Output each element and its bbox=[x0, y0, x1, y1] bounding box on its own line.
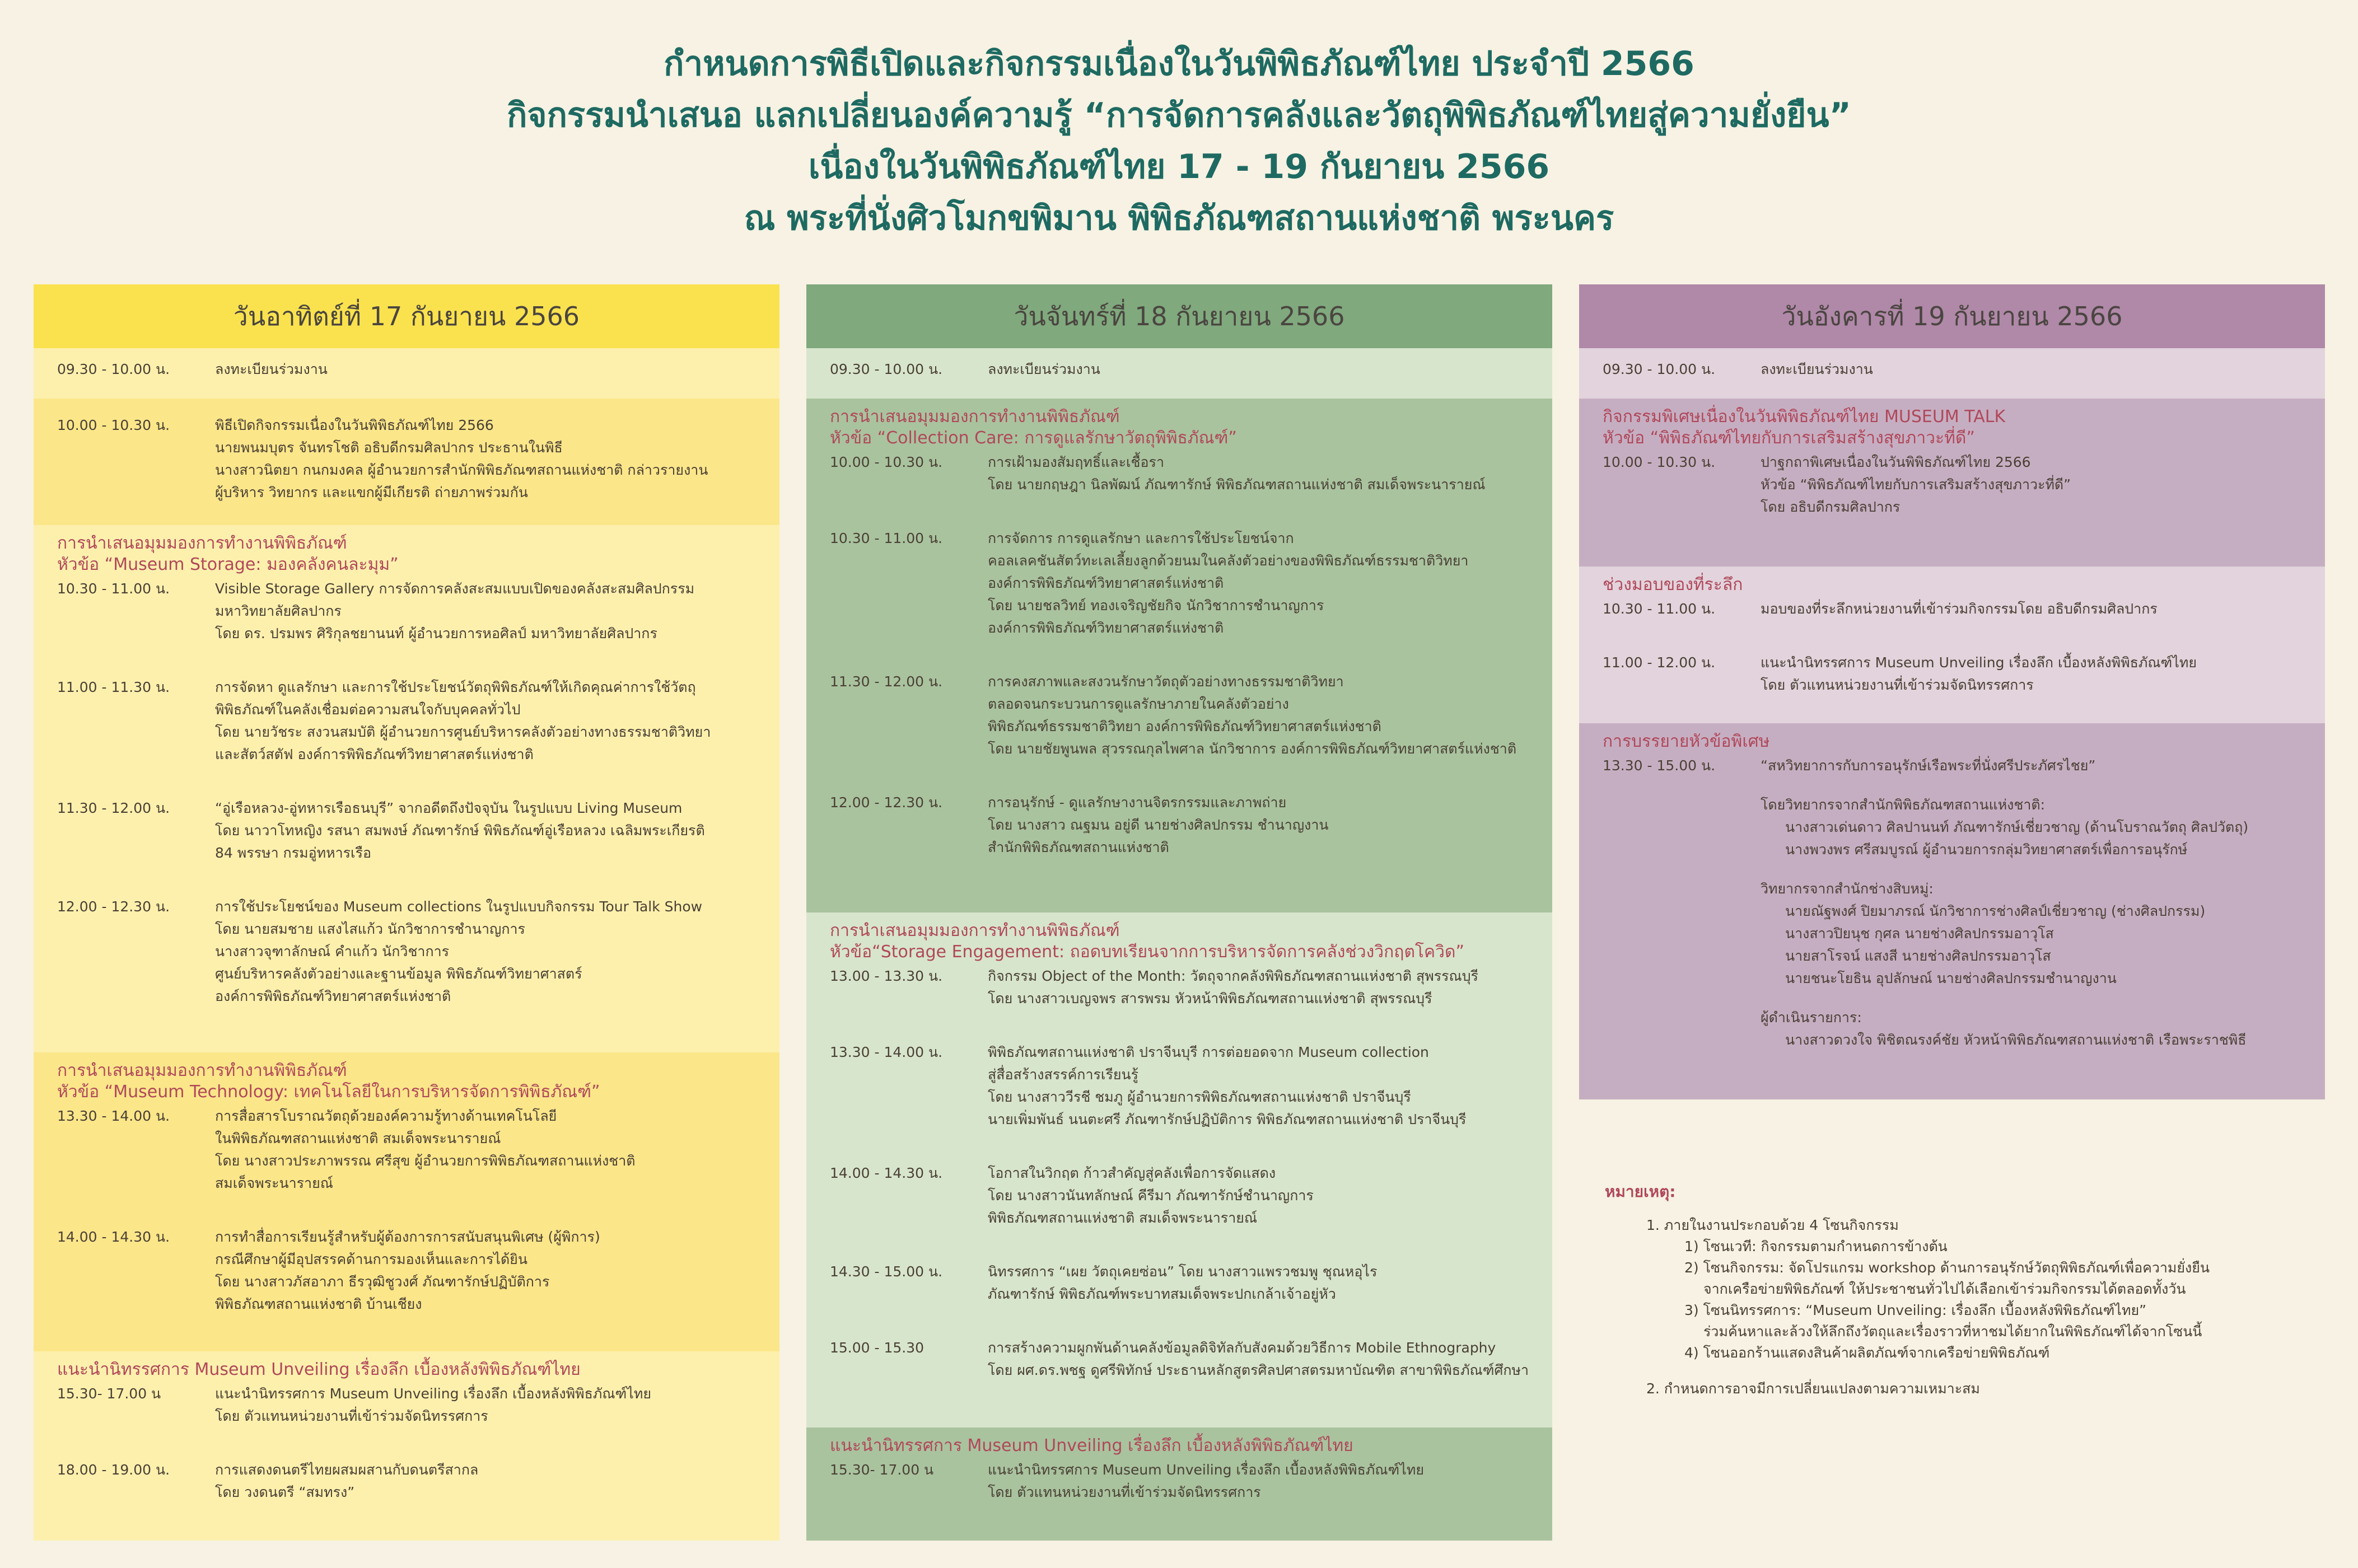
day3-souvenir bbox=[1579, 567, 2325, 723]
time-label: 13.00 - 13.30 น. bbox=[830, 968, 943, 984]
time-label: 10.30 - 11.00 น. bbox=[1603, 601, 1716, 617]
time-label: 11.00 - 12.00 น. bbox=[1603, 654, 1716, 671]
item-desc: การสร้างความผูกพันด้านคลังข้อมูลดิจิทัลกับสังคมด้วยวิธีการ Mobile Ethnography โดย ผศ.ดร.พชฐ ดูศรีพิทักษ์ ประธานหลักสูตรศิลปศาสตรมหาบัณฑิต สาขาพิพิธภัณฑ์ศึกษา bbox=[988, 1340, 1529, 1378]
notes-title: หมายเหตุ: bbox=[1605, 1182, 1676, 1201]
time-label: 09.30 - 10.00 น. bbox=[1603, 361, 1716, 377]
item-desc: ปาฐกถาพิเศษเนื่องในวันพิพิธภัณฑ์ไทย 2566 หัวข้อ “พิพิธภัณฑ์ไทยกับการเสริมสร้างสุขภาวะที่ดี” โดย อธิบดีกรมศิลปากร bbox=[1761, 454, 2071, 515]
time-label: 11.30 - 12.00 น. bbox=[830, 673, 943, 690]
section-subtitle: หัวข้อ “Museum Technology: เทคโนโลยีในการบริหารจัดการพิพิธภัณฑ์” bbox=[57, 1082, 600, 1102]
day2-title: วันจันทร์ที่ 18 กันยายน 2566 bbox=[806, 284, 1552, 348]
note-item: 1. ภายในงานประกอบด้วย 4 โซนกิจกรรม bbox=[1646, 1217, 1899, 1233]
section-title: การนำเสนอมุมมองการทำงานพิพิธภัณฑ์ bbox=[830, 407, 1120, 427]
section-title: กิจกรรมพิเศษเนื่องในวันพิพิธภัณฑ์ไทย MUSEUM TALK bbox=[1603, 407, 2006, 427]
time-label: 14.00 - 14.30 น. bbox=[57, 1229, 170, 1245]
item-desc: การอนุรักษ์ - ดูแลรักษางานจิตรกรรมและภาพถ่าย โดย นางสาว ณฐมน อยู่ดี นายช่างศิลปกรรม ชำนาญงาน สำนักพิพิธภัณฑสถานแห่งชาติ bbox=[988, 794, 1329, 855]
item-desc: การทำสื่อการเรียนรู้สำหรับผู้ต้องการการสนับสนุนพิเศษ (ผู้พิการ) กรณีศึกษาผู้มีอุปสรรคด้านการมองเห็นและการได้ยิน โดย นางสาวภัสอาภา ธีรวุฒิชูวงศ์ ภัณฑารักษ์ปฏิบัติการ พิพิธภัณฑสถานแห่งชาติ บ้านเชียง bbox=[215, 1229, 600, 1312]
item-desc: โอกาสในวิกฤต ก้าวสำคัญสู่คลังเพื่อการจัดแสดง โดย นางสาวนันทลักษณ์ คีรีมา ภัณฑารักษ์ชำนาญการ พิพิธภัณฑสถานแห่งชาติ สมเด็จพระนารายณ์ bbox=[988, 1165, 1314, 1226]
day3-special-lecture bbox=[1579, 723, 2325, 1099]
note-subitem: 2) โซนกิจกรรม: จัดโปรแกรม workshop ด้านการอนุรักษ์วัตถุพิพิธภัณฑ์เพื่อความยั่งยืน bbox=[1684, 1260, 2210, 1276]
section-title: การนำเสนอมุมมองการทำงานพิพิธภัณฑ์ bbox=[830, 921, 1120, 940]
item-desc: ลงทะเบียนร่วมงาน bbox=[215, 361, 328, 377]
time-label: 13.30 - 15.00 น. bbox=[1603, 757, 1716, 774]
section-title: แนะนำนิทรรศการ Museum Unveiling เรื่องลึก เบื้องหลังพิพิธภัณฑ์ไทย bbox=[57, 1360, 581, 1379]
header-title-line4: ณ พระที่นั่งศิวโมกขพิมาน พิพิธภัณฑสถานแห่งชาติ พระนคร bbox=[744, 199, 1614, 238]
item-desc: การใช้ประโยชน์ของ Museum collections ในรูปแบบกิจกรรม Tour Talk Show โดย นายสมชาย แสงไสแก้ว นักวิชาการชำนาญการ นางสาวจุฑาลักษณ์ คำแก้ว นักวิชาการ ศูนย์บริหารคลังตัวอย่างและฐานข้อมูล พิพิธภัณฑ์วิทยาศาสตร์ องค์การพิพิธภัณฑ์วิทยาศาสตร์แห่งชาติ bbox=[215, 898, 703, 1004]
notes-section bbox=[1605, 1181, 2277, 1400]
section-title: การนำเสนอมุมมองการทำงานพิพิธภัณฑ์ bbox=[57, 1061, 347, 1080]
item-desc: กิจกรรม Object of the Month: วัตถุจากคลังพิพิธภัณฑสถานแห่งชาติ สุพรรณบุรี โดย นางสาวเบญจพร สารพรม หัวหน้าพิพิธภัณฑสถานแห่งชาติ สุพรรณบุรี bbox=[988, 968, 1479, 1007]
note-item: 2. กำหนดการอาจมีการเปลี่ยนแปลงตามความเหมาะสม bbox=[1646, 1380, 1980, 1397]
item-desc: ลงทะเบียนร่วมงาน bbox=[988, 361, 1100, 377]
day2-collection-care bbox=[806, 399, 1552, 912]
day1-exhibition bbox=[34, 1351, 779, 1541]
section-title: การบรรยายหัวข้อพิเศษ bbox=[1603, 732, 1770, 751]
day1-museum-technology bbox=[34, 1052, 779, 1351]
time-label: 14.30 - 15.00 น. bbox=[830, 1263, 943, 1280]
time-label: 10.30 - 11.00 น. bbox=[57, 581, 170, 597]
time-label: 15.30- 17.00 น bbox=[57, 1386, 161, 1402]
time-label: 10.00 - 10.30 น. bbox=[830, 454, 943, 470]
time-label: 12.00 - 12.30 น. bbox=[830, 794, 943, 811]
time-label: 15.30- 17.00 น bbox=[830, 1462, 934, 1478]
section-subtitle: หัวข้อ “พิพิธภัณฑ์ไทยกับการเสริมสร้างสุขภาวะที่ดี” bbox=[1603, 428, 1975, 448]
day3-museum-talk bbox=[1579, 399, 2325, 567]
item-desc: Visible Storage Gallery การจัดการคลังสะสมแบบเปิดของคลังสะสมศิลปกรรม มหาวิทยาลัยศิลปากร โดย ดร. ปรมพร ศิริกุลชยานนท์ ผู้อำนวยการหอศิลป์ มหาวิทยาลัยศิลปากร bbox=[215, 581, 695, 642]
note-subitem-cont: ร่วมค้นหาและล้วงให้ลึกถึงวัตถุและเรื่องราวที่หาชมได้ยากในพิพิธภัณฑ์ได้จากโซนนี้ bbox=[1703, 1323, 2202, 1340]
section-title: ช่วงมอบของที่ระลึก bbox=[1603, 575, 1743, 595]
day2-exhibition bbox=[806, 1427, 1552, 1541]
header-title-line1: กำหนดการพิธีเปิดและกิจกรรมเนื่องในวันพิพิธภัณฑ์ไทย ประจำปี 2566 bbox=[664, 44, 1694, 83]
day1-title: วันอาทิตย์ที่ 17 กันยายน 2566 bbox=[34, 284, 779, 348]
note-subitem: 3) โซนนิทรรศการ: “Museum Unveiling: เรื่องลึก เบื้องหลังพิพิธภัณฑ์ไทย” bbox=[1684, 1302, 2147, 1318]
item-desc: แนะนำนิทรรศการ Museum Unveiling เรื่องลึก เบื้องหลังพิพิธภัณฑ์ไทย โดย ตัวแทนหน่วยงานที่เข้าร่วมจัดนิทรรศการ bbox=[215, 1386, 651, 1424]
time-label: 13.30 - 14.00 น. bbox=[57, 1108, 170, 1124]
section-subtitle: หัวข้อ“Storage Engagement: ถอดบทเรียนจากการบริหารจัดการคลังช่วงวิกฤตโควิด” bbox=[830, 942, 1464, 962]
time-label: 18.00 - 19.00 น. bbox=[57, 1462, 170, 1478]
item-desc: การเฝ้ามองสัมฤทธิ์และเชื้อรา โดย นายกฤษฎา นิลพัฒน์ ภัณฑารักษ์ พิพิธภัณฑสถานแห่งชาติ สมเด็จพระนารายณ์ bbox=[988, 454, 1486, 493]
time-label: 09.30 - 10.00 น. bbox=[830, 361, 943, 377]
section-subtitle: หัวข้อ “Collection Care: การดูแลรักษาวัตถุพิพิธภัณฑ์” bbox=[830, 428, 1237, 448]
day2-column bbox=[806, 284, 1552, 1541]
item-desc: การจัดการ การดูแลรักษา และการใช้ประโยชน์จาก คอลเลคชันสัตว์ทะเลเลี้ยงลูกด้วยนมในคลังตัวอย่างของพิพิธภัณฑ์ธรรมชาติวิทยา องค์การพิพิธภัณฑ์วิทยาศาสตร์แห่งชาติ โดย นายชลวิทย์ ทองเจริญชัยกิจ นักวิชาการชำนาญการ องค์การพิพิธภัณฑ์วิทยาศาสตร์แห่งชาติ bbox=[988, 530, 1469, 636]
time-label: 11.00 - 11.30 น. bbox=[57, 679, 170, 695]
note-subitem: 1) โซนเวที: กิจกรรมตามกำหนดการข้างต้น bbox=[1684, 1238, 1948, 1255]
item-desc: การแสดงดนตรีไทยผสมผสานกับดนตรีสากล โดย วงดนตรี “สมทรง” bbox=[215, 1462, 479, 1500]
section-title: การนำเสนอมุมมองการทำงานพิพิธภัณฑ์ bbox=[57, 533, 347, 553]
item-desc: แนะนำนิทรรศการ Museum Unveiling เรื่องลึก เบื้องหลังพิพิธภัณฑ์ไทย โดย ตัวแทนหน่วยงานที่เข้าร่วมจัดนิทรรศการ bbox=[988, 1462, 1424, 1500]
item-desc: “อู่เรือหลวง-อู่ทหารเรือธนบุรี” จากอดีตถึงปัจจุบัน ในรูปแบบ Living Museum โดย นาวาโทหญิง รสนา สมพงษ์ ภัณฑารักษ์ พิพิธภัณฑ์อู่เรือหลวง เฉลิมพระเกียรติ 84 พรรษา กรมอู่ทหารเรือ bbox=[215, 800, 705, 861]
item-desc: การคงสภาพและสงวนรักษาวัตถุตัวอย่างทางธรรมชาติวิทยา ตลอดจนกระบวนการดูแลรักษาภายในคลังตัวอย่าง พิพิธภัณฑ์ธรรมชาติวิทยา องค์การพิพิธภัณฑ์วิทยาศาสตร์แห่งชาติ โดย นายชัยพูนพล สุวรรณกุลไพศาล นักวิชาการ องค์การพิพิธภัณฑ์วิทยาศาสตร์แห่งชาติ bbox=[988, 673, 1517, 757]
item-desc: แนะนำนิทรรศการ Museum Unveiling เรื่องลึก เบื้องหลังพิพิธภัณฑ์ไทย โดย ตัวแทนหน่วยงานที่เข้าร่วมจัดนิทรรศการ bbox=[1761, 654, 2197, 693]
time-label: 10.00 - 10.30 น. bbox=[1603, 454, 1716, 470]
note-subitem: 4) โซนออกร้านแสดงสินค้าผลิตภัณฑ์จากเครือข่ายพิพิธภัณฑ์ bbox=[1684, 1345, 2050, 1361]
time-label: 13.30 - 14.00 น. bbox=[830, 1044, 943, 1060]
item-desc: มอบของที่ระลึกหน่วยงานที่เข้าร่วมกิจกรรมโดย อธิบดีกรมศิลปากร bbox=[1761, 601, 2158, 617]
time-label: 10.30 - 11.00 น. bbox=[830, 530, 943, 546]
day3-title: วันอังคารที่ 19 กันยายน 2566 bbox=[1579, 284, 2325, 348]
day3-column bbox=[1579, 284, 2325, 1099]
note-subitem-cont: จากเครือข่ายพิพิธภัณฑ์ ให้ประชาชนทั่วไปได้เลือกเข้าร่วมกิจกรรมได้ตลอดทั้งวัน bbox=[1703, 1281, 2186, 1297]
item-desc: พิธีเปิดกิจกรรมเนื่องในวันพิพิธภัณฑ์ไทย 2566 นายพนมบุตร จันทรโชติ อธิบดีกรมศิลปากร ประธานในพิธี นางสาวนิตยา กนกมงคล ผู้อำนวยการสำนักพิพิธภัณฑสถานแห่งชาติ กล่าวรายงาน ผู้บริหาร วิทยากร และแขกผู้มีเกียรติ ถ่ายภาพร่วมกัน bbox=[215, 417, 708, 500]
day3-registration bbox=[1579, 348, 2325, 399]
time-label: 12.00 - 12.30 น. bbox=[57, 898, 170, 915]
time-label: 14.00 - 14.30 น. bbox=[830, 1165, 943, 1181]
item-desc: “สหวิทยาการกับการอนุรักษ์เรือพระที่นั่งศรีประภัศรไชย” โดยวิทยากรจากสำนักพิพิธภัณฑสถานแห่งชาติ: นางสาวเด่นดาว ศิลปานนท์ ภัณฑารักษ์เชี่ยวชาญ (ด้านโบราณวัตถุ ศิลปวัตถุ) นางพวงพร ศรีสมบูรณ์ ผู้อำนวยการกลุ่มวิทยาศาสตร์เพื่อการอนุรักษ์ วิทยากรจากสำนักช่างสิบหมู่: นายณัฐพงศ์ ปิยมาภรณ์ นักวิชาการช่างศิลป์เชี่ยวชาญ (ช่างศิลปกรรม) นางสาวปิยนุช กุศล นายช่างศิลปกรรมอาวุโส นายสาโรจน์ แสงสี นายช่างศิลปกรรมอาวุโส นายชนะโยธิน อุปลักษณ์ นายช่างศิลปกรรมชำนาญงาน ผู้ดำเนินรายการ: นางสาวดวงใจ พิชิตณรงค์ชัย หัวหน้าพิพิธภัณฑสถานแห่งชาติ เรือพระราชพิธี bbox=[1761, 757, 2249, 1048]
time-label: 15.00 - 15.30 bbox=[830, 1340, 924, 1356]
item-desc: พิพิธภัณฑสถานแห่งชาติ ปราจีนบุรี การต่อยอดจาก Museum collection สู่สื่อสร้างสรรค์การเรียนรู้ โดย นางสาววีรชี ชมภู ผู้อำนวยการพิพิธภัณฑสถานแห่งชาติ ปราจีนบุรี นายเพิ่มพันธ์ นนตะศรี ภัณฑารักษ์ปฏิบัติการ พิพิธภัณฑสถานแห่งชาติ ปราจีนบุรี bbox=[988, 1044, 1467, 1127]
day2-storage-engagement bbox=[806, 912, 1552, 1427]
header-title-line3: เนื่องในวันพิพิธภัณฑ์ไทย 17 - 19 กันยายน 2566 bbox=[808, 147, 1550, 186]
day1-opening bbox=[34, 399, 779, 525]
time-label: 11.30 - 12.00 น. bbox=[57, 800, 170, 816]
section-subtitle: หัวข้อ “Museum Storage: มองคลังคนละมุม” bbox=[57, 555, 399, 574]
time-label: 09.30 - 10.00 น. bbox=[57, 361, 170, 377]
day1-column bbox=[34, 284, 779, 1541]
day1-museum-storage bbox=[34, 525, 779, 1052]
day1-registration bbox=[34, 348, 779, 399]
header-title-line2: กิจกรรมนำเสนอ แลกเปลี่ยนองค์ความรู้ “การจัดการคลังและวัตถุพิพิธภัณฑ์ไทยสู่ความยั่งยืน” bbox=[507, 96, 1851, 135]
section-title: แนะนำนิทรรศการ Museum Unveiling เรื่องลึก เบื้องหลังพิพิธภัณฑ์ไทย bbox=[830, 1436, 1353, 1455]
item-desc: การสื่อสารโบราณวัตถุด้วยองค์ความรู้ทางด้านเทคโนโลยี ในพิพิธภัณฑสถานแห่งชาติ สมเด็จพระนารายณ์ โดย นางสาวประภาพรรณ ศรีสุข ผู้อำนวยการพิพิธภัณฑสถานแห่งชาติ สมเด็จพระนารายณ์ bbox=[215, 1108, 636, 1191]
page-header bbox=[0, 38, 2358, 244]
item-desc: ลงทะเบียนร่วมงาน bbox=[1761, 361, 1873, 377]
item-desc: การจัดหา ดูแลรักษา และการใช้ประโยชน์วัตถุพิพิธภัณฑ์ให้เกิดคุณค่าการใช้วัตถุ พิพิธภัณฑ์ในคลังเชื่อมต่อความสนใจกับบุคคลทั่วไป โดย นายวัชระ สงวนสมบัติ ผู้อำนวยการศูนย์บริหารคลังตัวอย่างทางธรรมชาติวิทยา และสัตว์สตัฟ องค์การพิพิธภัณฑ์วิทยาศาสตร์แห่งชาติ bbox=[215, 679, 711, 762]
item-desc: นิทรรศการ “เผย วัตถุเคยซ่อน” โดย นางสาวแพรวชมพู ชุณหอุไร ภัณฑารักษ์ พิพิธภัณฑ์พระบาทสมเด็จพระปกเกล้าเจ้าอยู่หัว bbox=[988, 1263, 1378, 1302]
day2-registration bbox=[806, 348, 1552, 399]
time-label: 10.00 - 10.30 น. bbox=[57, 417, 170, 433]
